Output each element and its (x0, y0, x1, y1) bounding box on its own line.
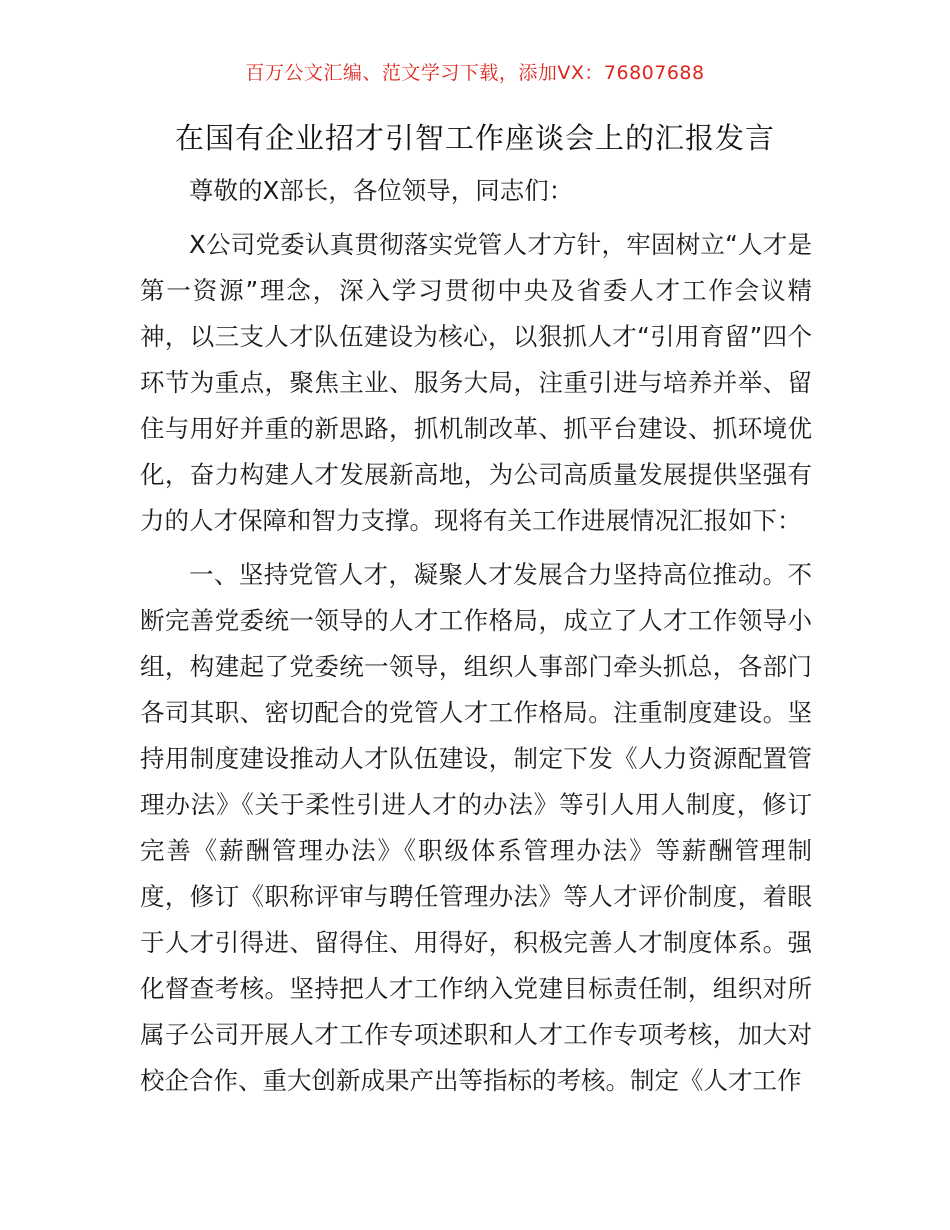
document-body (140, 168, 812, 1104)
salutation: 尊敬的X部长，各位领导，同志们： (189, 176, 574, 205)
paragraph-intro: X公司党委认真贯彻落实党管人才方针，牢固树立“人才是第一资源”理念，深入学习贯彻中央及省委人才工作会议精神，以三支人才队伍建设为核心，以狠抓人才“引用育留”四个环节为重点，聚焦主业、服务大局，注重引进与培养并举、留住与用好并重的新思路，抓机制改革、抓平台建设、抓环境优化，奋力构建人才发展新高地，为公司高质量发展提供坚强有力的人才保障和智力支撑。现将有关工作进展情况汇报如下： (140, 230, 812, 535)
promo-header-note: 百万公文汇编、范文学习下载，添加VX：76807688 (245, 62, 705, 84)
document-title: 在国有企业招才引智工作座谈会上的汇报发言 (174, 121, 775, 155)
paragraph-section-one: 一、坚持党管人才，凝聚人才发展合力坚持高位推动。不断完善党委统一领导的人才工作格局，成立了人才工作领导小组，构建起了党委统一领导，组织人事部门牵头抓总，各部门各司其职、密切配合的党管人才工作格局。注重制度建设。坚持用制度建设推动人才队伍建设，制定下发《人力资源配置管理办法》《关于柔性引进人才的办法》等引人用人制度，修订完善《薪酬管理办法》《职级体系管理办法》等薪酬管理制度，修订《职称评审与聘任管理办法》等人才评价制度，着眼于人才引得进、留得住、用得好，积极完善人才制度体系。强化督查考核。坚持把人才工作纳入党建目标责任制，组织对所属子公司开展人才工作专项述职和人才工作专项考核，加大对校企合作、重大创新成果产出等指标的考核。制定《人才工作 (140, 560, 812, 1095)
